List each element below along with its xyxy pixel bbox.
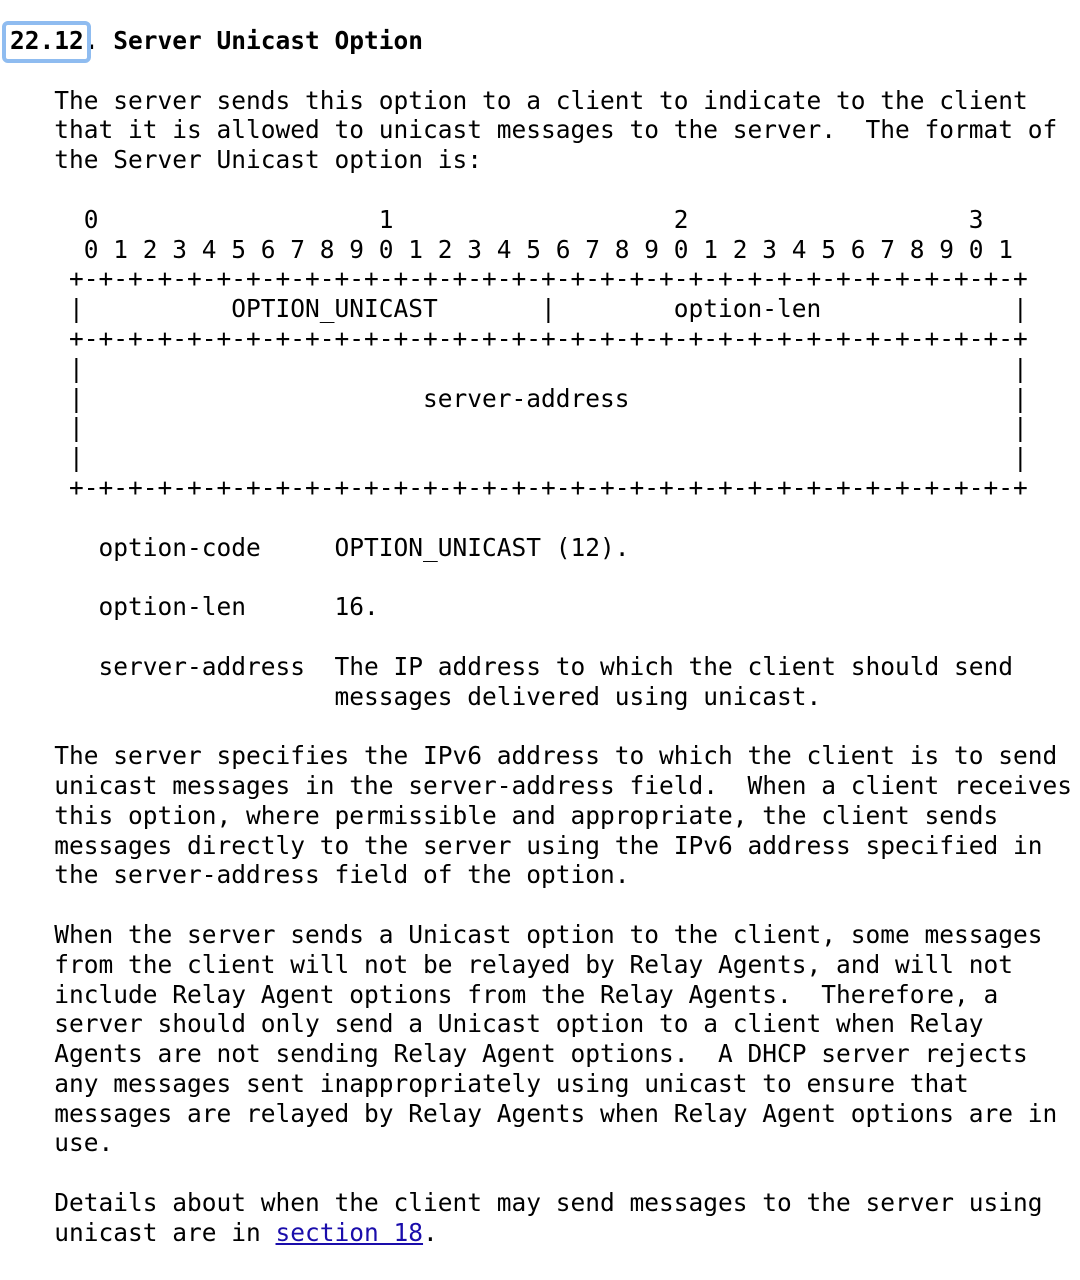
paragraph-line: server should only send a Unicast option to a client when Relay (10, 1009, 984, 1039)
section-number-highlighted: 22.12 (10, 26, 84, 55)
diagram-address-row: | | (10, 413, 1028, 443)
field-server-address: server-address The IP address to which the client should send (10, 651, 1014, 681)
intro-line: the Server Unicast option is: (10, 145, 483, 175)
field-option-len: option-len 16. (10, 592, 379, 622)
paragraph-text: unicast are in (10, 1217, 276, 1247)
section-18-link[interactable]: section 18 (275, 1217, 424, 1247)
section-title: . Server Unicast Option (83, 26, 424, 55)
diagram-border: +-+-+-+-+-+-+-+-+-+-+-+-+-+-+-+-+-+-+-+-+-+-+-+-+-+-+-+-+-+-+-+-+ (10, 472, 1028, 502)
diagram-address-row: | server-address | (10, 383, 1028, 413)
paragraph-line: from the client will not be relayed by Relay Agents, and will not (10, 949, 1014, 979)
field-server-address-cont: messages delivered using unicast. (10, 681, 822, 711)
diagram-option-header-row: | OPTION_UNICAST | option-len | (10, 294, 1028, 324)
section-heading (10, 26, 423, 55)
intro-line: that it is allowed to unicast messages to the server. The format of (10, 115, 1058, 145)
paragraph-line: this option, where permissible and appropriate, the client sends (10, 800, 999, 830)
diagram-bit-units-row: 0 1 2 3 4 5 6 7 8 9 0 1 2 3 4 5 6 7 8 9 0 1 2 3 4 5 6 7 8 9 0 1 (10, 234, 1014, 264)
diagram-border: +-+-+-+-+-+-+-+-+-+-+-+-+-+-+-+-+-+-+-+-+-+-+-+-+-+-+-+-+-+-+-+-+ (10, 323, 1028, 353)
field-option-code: option-code OPTION_UNICAST (12). (10, 532, 630, 562)
paragraph-line: The server specifies the IPv6 address to which the client is to send (10, 741, 1058, 771)
diagram-address-row: | | (10, 353, 1028, 383)
paragraph-line: the server-address field of the option. (10, 860, 630, 890)
paragraph-line: unicast messages in the server-address field. When a client receives (10, 770, 1073, 800)
paragraph-line: include Relay Agent options from the Relay Agents. Therefore, a (10, 979, 999, 1009)
paragraph-text: . (423, 1217, 438, 1247)
paragraph-line: any messages sent inappropriately using unicast to ensure that (10, 1068, 969, 1098)
diagram-border: +-+-+-+-+-+-+-+-+-+-+-+-+-+-+-+-+-+-+-+-+-+-+-+-+-+-+-+-+-+-+-+-+ (10, 264, 1028, 294)
paragraph-line: Details about when the client may send messages to the server using (10, 1188, 1043, 1218)
rfc-document (10, 26, 1072, 1248)
paragraph-line: Agents are not sending Relay Agent options. A DHCP server rejects (10, 1039, 1028, 1069)
paragraph-line: messages directly to the server using the IPv6 address specified in (10, 830, 1043, 860)
paragraph-line: When the server sends a Unicast option to the client, some messages (10, 919, 1043, 949)
paragraph-line-with-link (10, 1218, 1072, 1248)
diagram-address-row: | | (10, 443, 1028, 473)
paragraph-line: use. (10, 1128, 114, 1158)
intro-line: The server sends this option to a client to indicate to the client (10, 85, 1028, 115)
paragraph-line: messages are relayed by Relay Agents when Relay Agent options are in (10, 1098, 1058, 1128)
diagram-bit-tens-row: 0 1 2 3 (10, 204, 984, 234)
